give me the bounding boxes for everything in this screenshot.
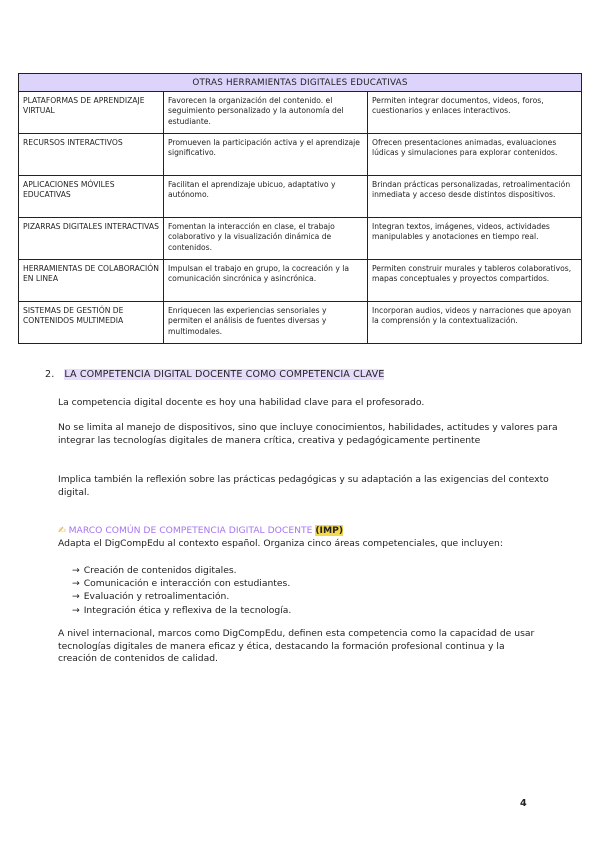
table-cell-purpose: Facilitan el aprendizaje ubicuo, adaptativo y autónomo. [164,176,368,218]
arrow-right-icon: → [72,578,80,590]
imp-badge: (IMP) [315,525,344,536]
list-item [72,590,291,603]
table-cell-category: APLICACIONES MÓVILES EDUCATIVAS [19,176,164,218]
tools-table [18,73,582,344]
framework-title: MARCO COMÚN DE COMPETENCIA DIGITAL DOCENTE [68,525,313,536]
table-cell-features: Permiten construir murales y tableros colaborativos, mapas conceptuales y proyectos compartidos. [368,260,582,302]
table-cell-purpose: Impulsan el trabajo en grupo, la cocreación y la comunicación sincrónica y asincrónica. [164,260,368,302]
table-cell-purpose: Promueven la participación activa y el aprendizaje significativo. [164,134,368,176]
table-cell-features: Incorporan audios, videos y narraciones que apoyan la comprensión y la contextualización. [368,302,582,344]
list-item-label: Integración ética y reflexiva de la tecnología. [83,604,292,616]
section-number: 2. [45,369,55,380]
writing-hand-icon: ✍ [58,525,66,536]
list-item [72,604,291,617]
table-cell-purpose: Fomentan la interacción en clase, el trabajo colaborativo y la visualización dinámica de contenidos. [164,218,368,260]
table-cell-features: Integran textos, imágenes, videos, actividades manipulables y anotaciones en tiempo real. [368,218,582,260]
arrow-right-icon: → [72,565,80,576]
framework-intro: Adapta el DigCompEdu al contexto español. Organiza cinco áreas competenciales, que incluyen: [58,538,503,549]
arrow-right-icon: → [72,591,80,603]
table-cell-category: SISTEMAS DE GESTIÓN DE CONTENIDOS MULTIMEDIA [19,302,164,344]
table-row [19,260,582,302]
list-item-label: Comunicación e interacción con estudiantes. [83,578,291,590]
table-cell-category: RECURSOS INTERACTIVOS [19,134,164,176]
paragraph-intro: La competencia digital docente es hoy una habilidad clave para el profesorado. [58,397,425,408]
paragraph-reflection: Implica también la reflexión sobre las prácticas pedagógicas y su adaptación a las exigencias del contexto digital. [58,474,549,498]
table-row [19,134,582,176]
competence-areas-list [72,564,291,617]
table-cell-features: Permiten integrar documentos, videos, foros, cuestionarios y enlaces interactivos. [368,92,582,134]
list-item [72,564,291,577]
section-title: LA COMPETENCIA DIGITAL DOCENTE COMO COMPETENCIA CLAVE [64,369,385,380]
table-row [19,176,582,218]
table-row [19,92,582,134]
page-number: 4 [520,798,527,809]
arrow-right-icon: → [72,604,80,616]
table-cell-features: Brindan prácticas personalizadas, retroalimentación inmediata y acceso desde distintos dispositivos. [368,176,582,218]
paragraph-international: A nivel internacional, marcos como DigCompEdu, definen esta competencia como la capacidad de usar tecnologías digitales de manera eficaz y ética, destacando la formación profesional continua y la creación de contenidos de calidad. [58,628,535,664]
list-item-label: Evaluación y retroalimentación. [83,591,230,603]
list-item [72,577,291,590]
section-heading [45,369,384,380]
table-cell-category: PLATAFORMAS DE APRENDIZAJE VIRTUAL [19,92,164,134]
table-cell-features: Ofrecen presentaciones animadas, evaluaciones lúdicas y simulaciones para explorar contenidos. [368,134,582,176]
table-cell-category: HERRAMIENTAS DE COLABORACIÓN EN LINEA [19,260,164,302]
paragraph-scope: No se limita al manejo de dispositivos, sino que incluye conocimientos, habilidades, actitudes y valores para integrar las tecnologías digitales de manera crítica, creativa y pedagógicamente pertinente [58,422,558,446]
framework-heading [58,525,343,537]
table-row [19,218,582,260]
table-cell-category: PIZARRAS DIGITALES INTERACTIVAS [19,218,164,260]
table-row [19,302,582,344]
list-item-label: Creación de contenidos digitales. [83,565,237,576]
table-cell-purpose: Favorecen la organización del contenido. el seguimiento personalizado y la autonomía del estudiante. [164,92,368,134]
table-cell-purpose: Enriquecen las experiencias sensoriales y permiten el análisis de fuentes diversas y multimodales. [164,302,368,344]
table-header: OTRAS HERRAMIENTAS DIGITALES EDUCATIVAS [19,74,582,92]
